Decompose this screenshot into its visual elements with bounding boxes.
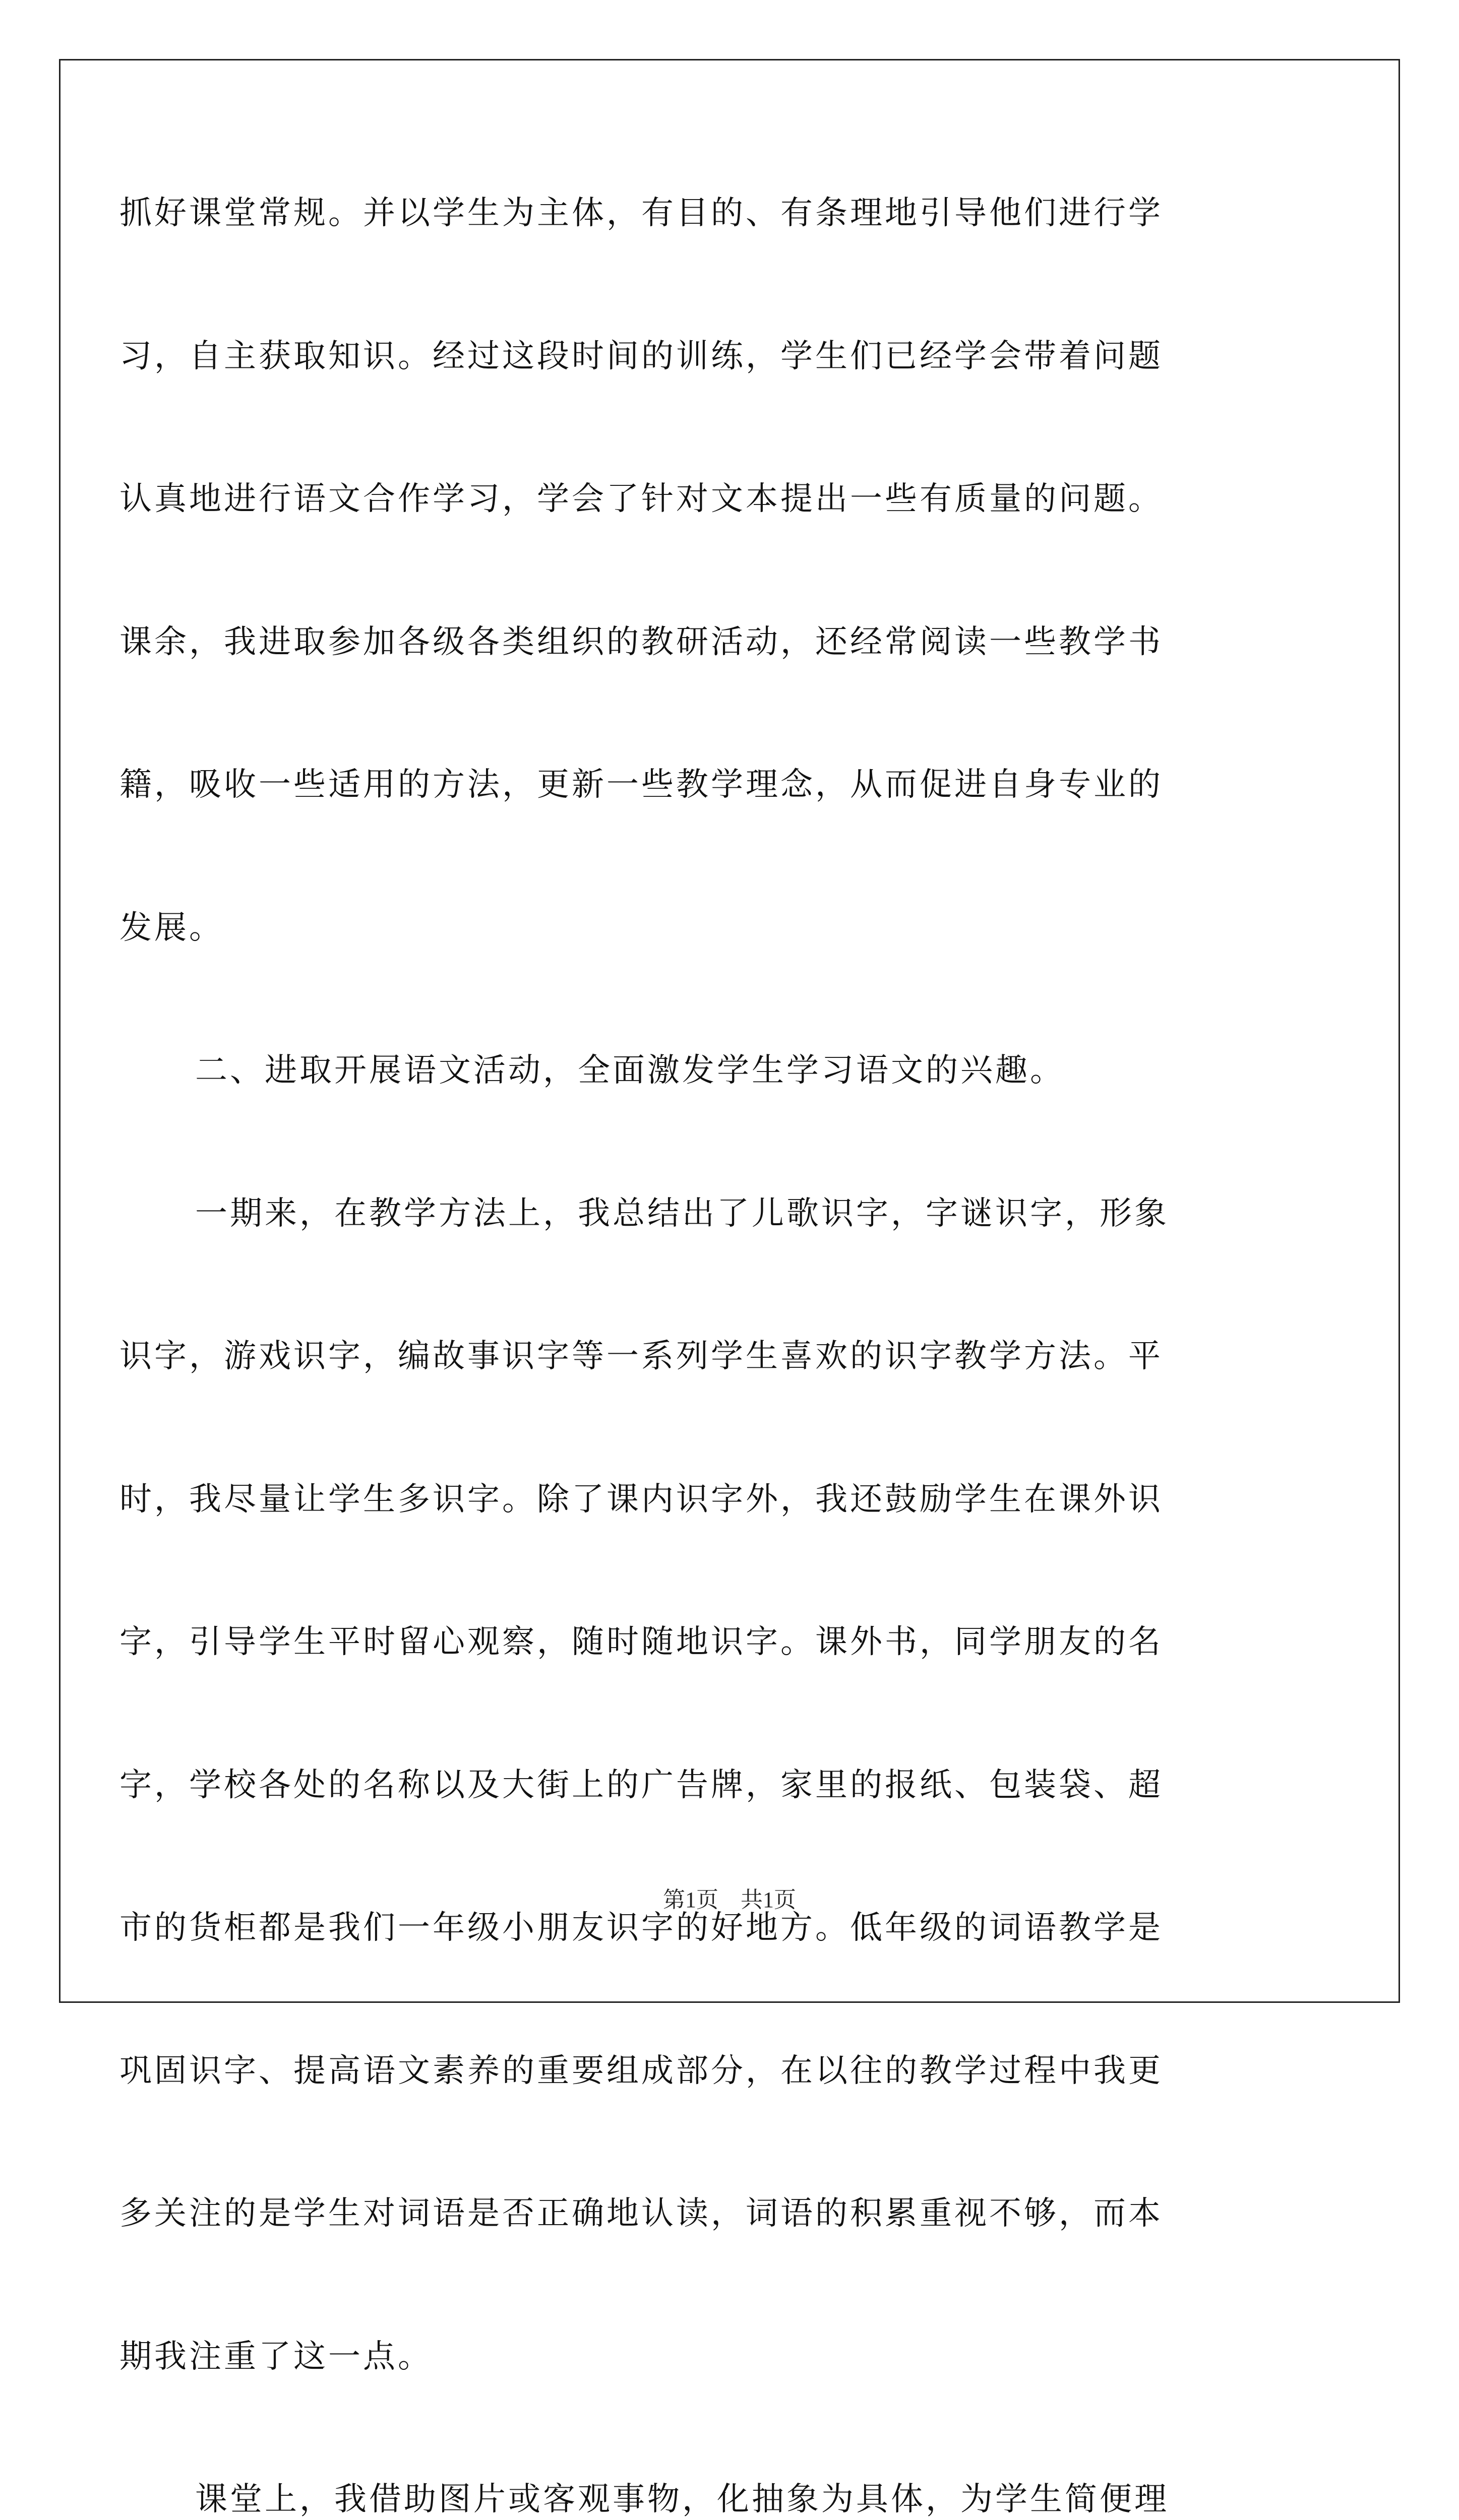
page-number-footer: 第1页 共1页 [663, 1887, 796, 1912]
text-line: 二、进取开展语文活动，全面激发学生学习语文的兴趣。 [195, 1052, 1065, 1089]
text-line: 巩固识字、提高语文素养的重要组成部分，在以往的教学过程中我更 [119, 2052, 1163, 2090]
text-line: 多关注的是学生对词语是否正确地认读，词语的积累重视不够，而本 [119, 2195, 1163, 2232]
text-line: 字，引导学生平时留心观察，随时随地识字。课外书，同学朋友的名 [119, 1623, 1163, 1661]
text-line: 习，自主获取知识。经过这段时间的训练，学生们已经学会带着问题 [119, 337, 1163, 375]
text-line: 籍，吸收一些适用的方法，更新一些教学理念，从而促进自身专业的 [119, 766, 1163, 803]
text-line: 识字，游戏识字，编故事识字等一系列学生喜欢的识字教学方法。平 [119, 1338, 1163, 1375]
text-line: 一期来，在教学方法上，我总结出了儿歌识字，字谜识字，形象 [195, 1194, 1169, 1232]
text-line: 时，我尽量让学生多识字。除了课内识字外，我还鼓励学生在课外识 [119, 1480, 1163, 1518]
text-line: 发展。 [119, 909, 224, 947]
text-line: 认真地进行语文合作学习，学会了针对文本提出一些有质量的问题。 [119, 480, 1163, 518]
text-line: 期我注重了这一点。 [119, 2338, 433, 2375]
text-line: 课余，我进取参加各级各类组织的教研活动，还经常阅读一些教学书 [119, 623, 1163, 661]
text-line: 字，学校各处的名称以及大街上的广告牌，家里的报纸、包装袋、超 [119, 1766, 1163, 1804]
text-line: 课堂上，我借助图片或客观事物，化抽象为具体，为学生简便理 [195, 2481, 1169, 2518]
document-body [119, 142, 1340, 2520]
text-line: 抓好课堂常规。并以学生为主体，有目的、有条理地引导他们进行学 [119, 195, 1163, 232]
text-line: 市的货柜都是我们一年级小朋友识字的好地方。低年级的词语教学是 [119, 1909, 1163, 1946]
